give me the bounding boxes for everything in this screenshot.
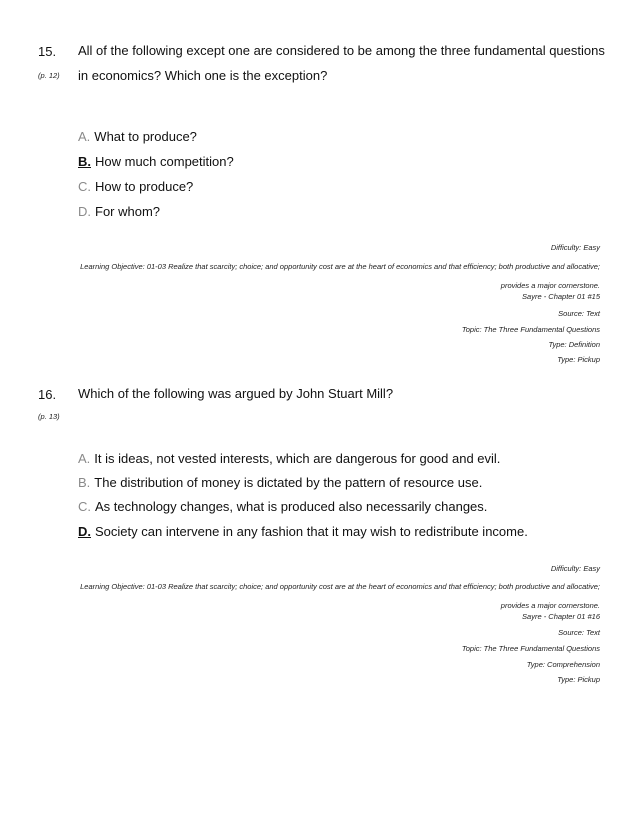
option-text: Society can intervene in any fashion that it may wish to redistribute income. <box>95 524 528 539</box>
answer-option-a <box>78 129 197 144</box>
option-text: How much competition? <box>95 154 234 169</box>
option-letter-correct: B. <box>78 154 91 169</box>
option-letter: C. <box>78 179 91 194</box>
option-text: As technology changes, what is produced also necessarily changes. <box>95 499 488 514</box>
meta-source: Source: Text <box>558 309 600 318</box>
option-letter: B. <box>78 475 91 490</box>
page-reference: (p. 13) <box>38 412 60 421</box>
meta-source-ref: Sayre - Chapter 01 #15 <box>522 292 600 301</box>
meta-learning-objective: Learning Objective: 01-03 Realize that scarcity; choice; and opportunity cost are at the heart of economics and that efficiency; both productive and allocative; provides a major cornerstone. <box>80 262 600 290</box>
answer-option-b <box>78 154 234 169</box>
page-reference: (p. 12) <box>38 71 60 80</box>
meta-learning-objective: Learning Objective: 01-03 Realize that scarcity; choice; and opportunity cost are at the heart of economics and that efficiency; both productive and allocative; provides a major cornerstone. <box>80 582 600 610</box>
option-text: What to produce? <box>94 129 197 144</box>
option-text: The distribution of money is dictated by the pattern of resource use. <box>94 475 483 490</box>
meta-difficulty: Difficulty: Easy <box>550 564 600 573</box>
answer-option-c <box>78 499 487 514</box>
meta-type: Type: Pickup <box>557 355 600 364</box>
meta-topic: Topic: The Three Fundamental Questions <box>461 644 600 653</box>
option-letter: D. <box>78 204 91 219</box>
option-letter: C. <box>78 499 91 514</box>
answer-option-d <box>78 524 528 539</box>
option-letter: A. <box>78 129 91 144</box>
question-number: 15. <box>38 44 57 59</box>
option-letter-correct: D. <box>78 524 91 539</box>
option-text: It is ideas, not vested interests, which are dangerous for good and evil. <box>94 451 501 466</box>
answer-option-c <box>78 179 193 194</box>
answer-option-a <box>78 451 500 466</box>
meta-type: Type: Pickup <box>557 675 600 684</box>
option-text: For whom? <box>95 204 161 219</box>
option-text: How to produce? <box>95 179 194 194</box>
question-number: 16. <box>38 387 57 402</box>
question-stem: Which of the following was argued by John Stuart Mill? <box>78 386 394 401</box>
answer-option-b <box>78 475 482 490</box>
question-stem: All of the following except one are considered to be among the three fundamental questions in economics? Which one is the exception? <box>78 43 605 83</box>
meta-difficulty: Difficulty: Easy <box>550 243 600 252</box>
meta-source-ref: Sayre - Chapter 01 #16 <box>522 612 600 621</box>
meta-topic: Topic: The Three Fundamental Questions <box>461 325 600 334</box>
answer-option-d <box>78 204 160 219</box>
option-letter: A. <box>78 451 91 466</box>
meta-type: Type: Definition <box>548 340 600 349</box>
meta-source: Source: Text <box>558 628 600 637</box>
meta-type: Type: Comprehension <box>526 660 600 669</box>
